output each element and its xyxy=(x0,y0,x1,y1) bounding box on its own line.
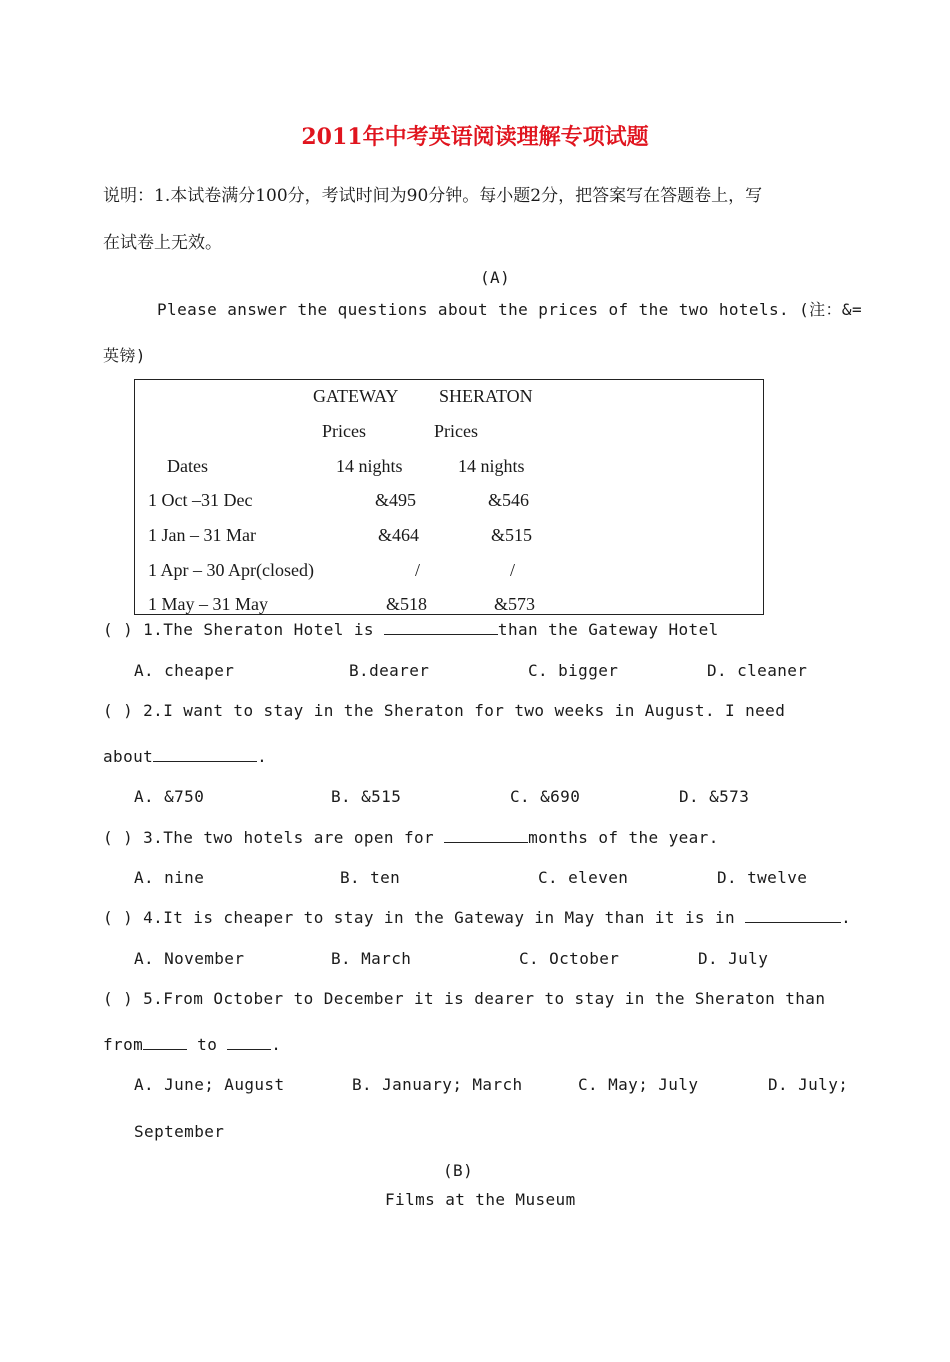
question-3-option-b: B. ten xyxy=(340,868,401,887)
answer-blank[interactable] xyxy=(444,828,528,843)
sheraton-prices-label: Prices xyxy=(434,421,478,441)
section-b-heading: Films at the Museum xyxy=(385,1190,576,1209)
dates-header: Dates xyxy=(167,456,208,476)
table-row-date: 1 Apr – 30 Apr(closed) xyxy=(148,560,314,580)
instructions-line-1: 说明：1.本试卷满分100分，考试时间为90分钟。每小题2分，把答案写在答题卷上，写 xyxy=(103,186,763,206)
question-1-option-b: B.dearer xyxy=(349,661,430,680)
gateway-nights-label: 14 nights xyxy=(336,456,403,476)
question-3-option-a: A. nine xyxy=(134,868,205,887)
sheraton-nights-label: 14 nights xyxy=(458,456,525,476)
question-4-option-c: C. October xyxy=(519,949,620,968)
question-1-option-a: A. cheaper xyxy=(134,661,235,680)
question-5-stem-line-2: from to . xyxy=(103,1035,282,1054)
question-1-option-c: C. bigger xyxy=(528,661,619,680)
question-5-option-c: C. May; July xyxy=(578,1075,699,1094)
table-row-sheraton: &515 xyxy=(491,525,533,545)
table-row-sheraton: &546 xyxy=(488,490,530,510)
table-row-date: 1 Jan – 31 Mar xyxy=(148,525,256,545)
sheraton-header: SHERATON xyxy=(439,386,533,406)
question-3-option-c: C. eleven xyxy=(538,868,629,887)
question-3-option-d: D. twelve xyxy=(717,868,808,887)
table-row-gateway: / xyxy=(415,560,421,580)
gateway-header: GATEWAY xyxy=(313,386,399,406)
question-4-option-d: D. July xyxy=(698,949,769,968)
question-5-stem-line-1: ( ) 5.From October to December it is dearer to stay in the Sheraton than xyxy=(103,989,826,1008)
table-row-sheraton: / xyxy=(510,560,516,580)
answer-blank[interactable] xyxy=(153,747,257,762)
section-a-label: (A) xyxy=(480,268,511,287)
answer-blank[interactable] xyxy=(745,908,841,923)
question-4-stem: ( ) 4.It is cheaper to stay in the Gateway in May than it is in . xyxy=(103,908,852,927)
question-2-stem-line-2: about . xyxy=(103,747,268,766)
answer-blank[interactable] xyxy=(227,1035,271,1050)
table-row-date: 1 May – 31 May xyxy=(148,594,268,614)
answer-blank[interactable] xyxy=(143,1035,187,1050)
question-2-option-b: B. &515 xyxy=(331,787,402,806)
section-a-intro-line-1: Please answer the questions about the prices of the two hotels. (注：&= xyxy=(157,300,862,319)
table-row-gateway: &518 xyxy=(386,594,428,614)
section-a-intro-line-2: 英镑) xyxy=(103,346,146,365)
question-2-option-c: C. &690 xyxy=(510,787,581,806)
question-5-option-a: A. June; August xyxy=(134,1075,285,1094)
table-row-gateway: &495 xyxy=(375,490,417,510)
table-row-date: 1 Oct –31 Dec xyxy=(148,490,253,510)
question-1-option-d: D. cleaner xyxy=(707,661,808,680)
instructions-line-2: 在试卷上无效。 xyxy=(103,233,222,253)
page-title: 2011年中考英语阅读理解专项试题 xyxy=(301,124,649,150)
hotel-price-table xyxy=(134,379,764,615)
question-3-stem: ( ) 3.The two hotels are open for months of the year. xyxy=(103,828,719,847)
question-2-option-a: A. &750 xyxy=(134,787,205,806)
answer-blank[interactable] xyxy=(384,620,498,635)
question-4-option-b: B. March xyxy=(331,949,412,968)
table-row-gateway: &464 xyxy=(378,525,420,545)
question-5-option-d-wrap: September xyxy=(134,1122,225,1141)
table-row-sheraton: &573 xyxy=(494,594,536,614)
question-5-option-b: B. January; March xyxy=(352,1075,523,1094)
question-5-option-d: D. July; xyxy=(768,1075,849,1094)
section-b-label: (B) xyxy=(443,1161,474,1180)
question-4-option-a: A. November xyxy=(134,949,245,968)
question-1-stem: ( ) 1.The Sheraton Hotel is than the Gateway Hotel xyxy=(103,620,719,639)
question-2-option-d: D. &573 xyxy=(679,787,750,806)
gateway-prices-label: Prices xyxy=(322,421,366,441)
question-2-stem-line-1: ( ) 2.I want to stay in the Sheraton for two weeks in August. I need xyxy=(103,701,786,720)
